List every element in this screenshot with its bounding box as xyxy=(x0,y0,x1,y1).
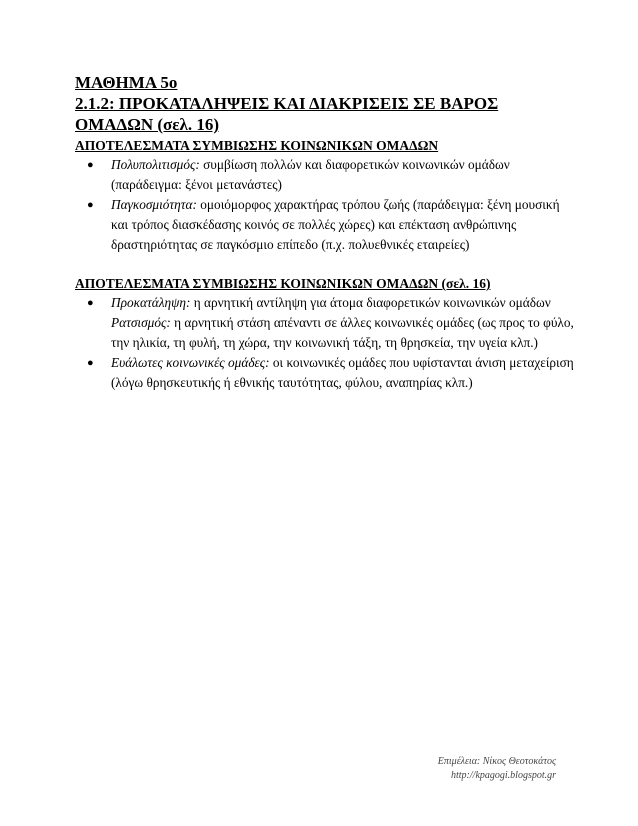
prejudice-line xyxy=(111,293,575,313)
prejudice-list xyxy=(75,293,575,393)
definition-vulnerable-groups: οι κοινωνικές ομάδες που υφίστανται άνιση μεταχείριση (λόγω θρησκευτικής ή εθνικής ταυτότητας, φύλου, αναπηρίας κλπ.) xyxy=(111,355,574,390)
footer-url: http://kpagogi.blogspot.gr xyxy=(451,770,556,781)
bullet-icon: ● xyxy=(87,297,94,309)
term-vulnerable-groups: Ευάλωτες κοινωνικές ομάδες: xyxy=(111,355,270,370)
racism-line xyxy=(111,313,575,353)
bullet-icon: ● xyxy=(87,159,94,171)
term-prejudice: Προκατάληψη: xyxy=(111,295,191,310)
bullet-icon: ● xyxy=(87,199,94,211)
definition-globalization: ομοιόμορφος χαρακτήρας τρόπου ζωής (παράδειγμα: ξένη μουσική και τρόπος διασκέδασης κοινός σε πολλές χώρες) και επέκταση ανθρώπινης δραστηριότητας σε παγκόσμιο επίπεδο (π.χ. πολυεθνικές εταιρείες) xyxy=(111,197,560,252)
list-item-prejudice xyxy=(75,293,575,353)
term-racism: Ρατσισμός: xyxy=(111,315,171,330)
coexistence-list xyxy=(75,155,575,255)
page-footer xyxy=(438,755,556,783)
document-body xyxy=(75,72,575,393)
definition-prejudice: η αρνητική αντίληψη για άτομα διαφορετικών κοινωνικών ομάδων xyxy=(190,295,551,310)
list-item-vulnerable-groups xyxy=(75,353,575,393)
footer-author: Επιμέλεια: Νίκος Θεοτοκάτος xyxy=(437,756,556,767)
term-multiculturalism: Πολυπολιτισμός: xyxy=(111,157,200,172)
term-globalization: Παγκοσμιότητα: xyxy=(111,197,197,212)
definition-multiculturalism: συμβίωση πολλών και διαφορετικών κοινωνικών ομάδων (παράδειγμα: ξένοι μετανάστες) xyxy=(111,157,510,192)
topic-title: 2.1.2: ΠΡΟΚΑΤΑΛΗΨΕΙΣ ΚΑΙ ΔΙΑΚΡΙΣΕΙΣ ΣΕ ΒΑΡΟΣ ΟΜΑΔΩΝ (σελ. 16) xyxy=(75,94,499,134)
list-item-multiculturalism xyxy=(75,155,575,195)
list-item-globalization xyxy=(75,195,575,255)
section-heading-coexistence-page16: ΑΠΟΤΕΛΕΣΜΑΤΑ ΣΥΜΒΙΩΣΗΣ ΚΟΙΝΩΝΙΚΩΝ ΟΜΑΔΩΝ (σελ. 16) xyxy=(75,276,491,291)
definition-racism: η αρνητική στάση απέναντι σε άλλες κοινωνικές ομάδες (ως προς το φύλο, την ηλικία, τη φυλή, τη χώρα, την κοινωνική τάξη, τη θρησκεία, την υγεία κλπ.) xyxy=(111,315,574,350)
lesson-title: ΜΑΘΗΜΑ 5ο xyxy=(75,73,178,92)
section-heading-coexistence: ΑΠΟΤΕΛΕΣΜΑΤΑ ΣΥΜΒΙΩΣΗΣ ΚΟΙΝΩΝΙΚΩΝ ΟΜΑΔΩΝ xyxy=(75,138,439,153)
bullet-icon: ● xyxy=(87,357,94,369)
